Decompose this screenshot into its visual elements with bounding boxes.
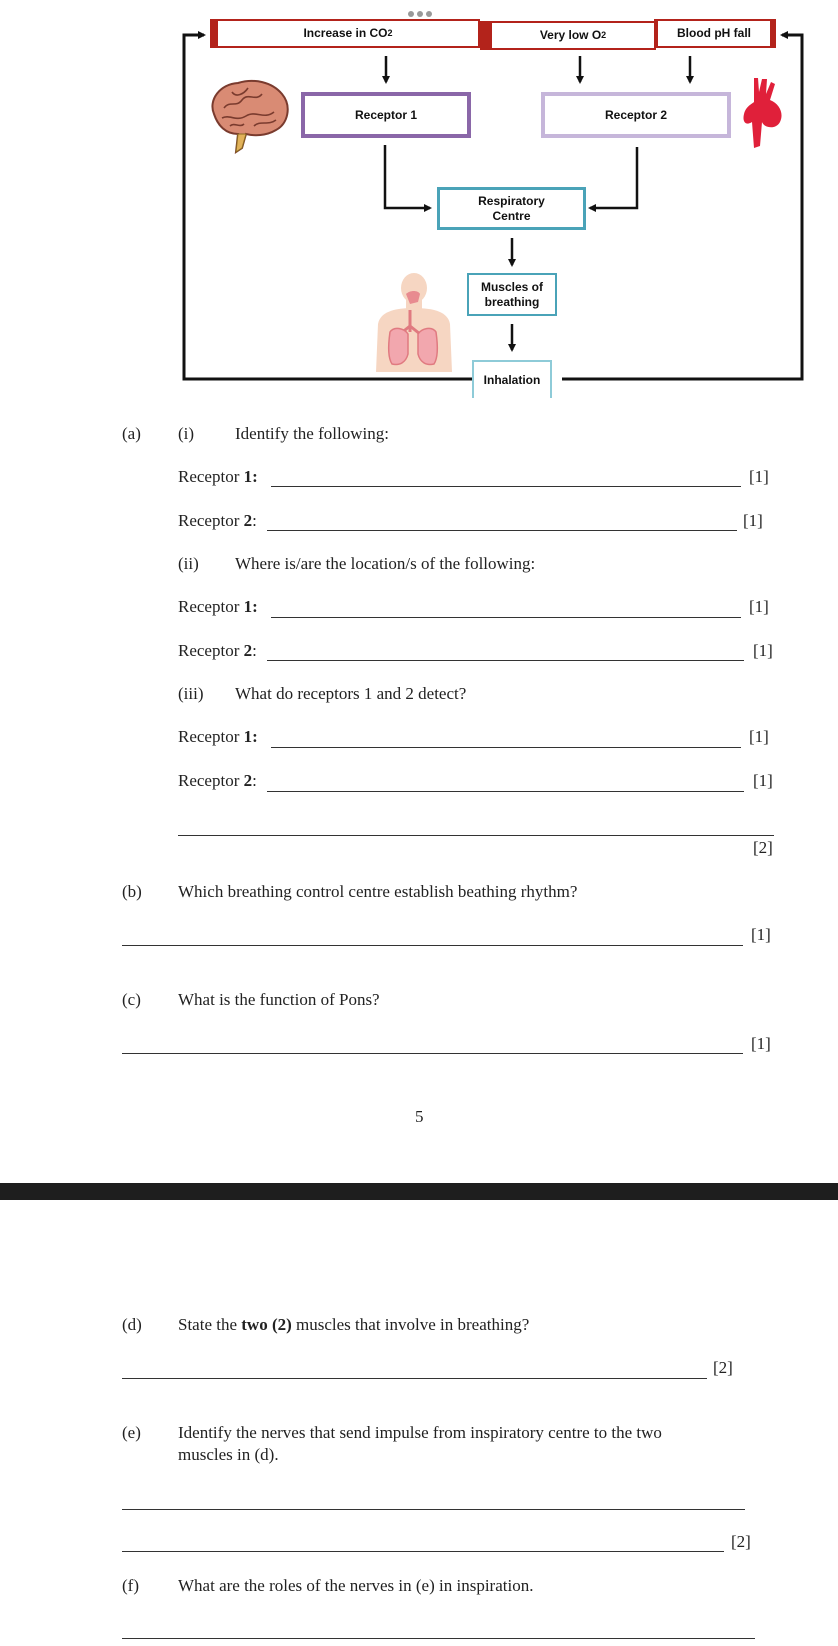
lungs-torso-icon: [370, 272, 454, 372]
answer-line[interactable]: [271, 617, 741, 618]
colon: :: [252, 771, 257, 790]
answer-line[interactable]: [122, 1509, 745, 1510]
a-i-receptor-2-label: [178, 511, 257, 531]
receptor-word: Receptor: [178, 467, 244, 486]
receptor-number: 2: [243, 771, 253, 790]
answer-line[interactable]: [267, 791, 744, 792]
marks: [1]: [753, 641, 773, 660]
marks: [2]: [753, 838, 773, 857]
receptor-word: Receptor: [178, 641, 244, 660]
a-ii-receptor-1-label: [178, 597, 258, 617]
q-d-label: (d): [122, 1315, 142, 1334]
q-e-text-line1: Identify the nerves that send impulse from inspiratory centre to the two: [178, 1423, 662, 1442]
answer-line[interactable]: [122, 1551, 724, 1552]
q-b-label: (b): [122, 882, 142, 901]
inhalation-box: [472, 360, 552, 398]
q-d-text-pre: State the: [178, 1315, 242, 1334]
q-a-iii-number: (iii): [178, 684, 204, 703]
marks: [1]: [749, 727, 769, 746]
marks: [1]: [751, 925, 771, 944]
receptor-word: Receptor: [178, 771, 244, 790]
answer-line[interactable]: [178, 835, 774, 836]
receptor-word: Receptor: [178, 727, 244, 746]
marks: [2]: [713, 1358, 733, 1377]
q-c-text: What is the function of Pons?: [178, 990, 380, 1009]
answer-line[interactable]: [122, 1638, 755, 1639]
q-a-ii-text: Where is/are the location/s of the following:: [235, 554, 536, 573]
receptor-number: 1:: [243, 467, 258, 486]
q-a-ii-number: (ii): [178, 554, 199, 573]
marks: [1]: [749, 467, 769, 486]
marks: [1]: [753, 771, 773, 790]
stimulus-ph-label: Blood pH fall: [677, 26, 751, 41]
receptor-word: Receptor: [178, 511, 244, 530]
receptor-number: 2: [243, 511, 253, 530]
receptor-2-box: [541, 92, 731, 138]
respiratory-centre-line2: Centre: [492, 208, 531, 223]
q-f-label: (f): [122, 1576, 139, 1595]
q-e-label: (e): [122, 1423, 141, 1442]
co2-subscript: 2: [387, 28, 393, 39]
q-d-text-post: muscles that involve in breathing?: [291, 1315, 530, 1334]
answer-line[interactable]: [122, 945, 743, 946]
q-a-label: (a): [122, 424, 141, 443]
answer-line[interactable]: [122, 1053, 743, 1054]
muscles-line1: Muscles of: [480, 280, 543, 295]
respiratory-centre-box: [437, 187, 586, 230]
answer-line[interactable]: [271, 486, 741, 487]
q-a-i-number: (i): [178, 424, 195, 443]
arrow-receptor1-centre: [385, 145, 430, 208]
dot: [417, 11, 423, 17]
a-i-receptor-1-label: [178, 467, 258, 487]
marks: [1]: [749, 597, 769, 616]
stimulus-o2: [480, 21, 656, 50]
answer-line[interactable]: [122, 1378, 707, 1379]
receptor-number: 2: [243, 641, 253, 660]
respiratory-centre-line1: Respiratory: [478, 194, 545, 209]
brain-icon: [206, 78, 292, 154]
page-divider-band: [0, 1183, 838, 1200]
receptor-1-label: Receptor 1: [354, 107, 418, 122]
heart-aorta-icon: [740, 76, 786, 152]
dot: [426, 11, 432, 17]
answer-line[interactable]: [271, 747, 741, 748]
q-b-text: Which breathing control centre establish beathing rhythm?: [178, 882, 578, 901]
stimulus-o2-label: Very low O: [539, 28, 602, 43]
q-e-text-line2: muscles in (d).: [178, 1445, 279, 1464]
receptor-number: 1:: [243, 727, 258, 746]
stimulus-co2-label: Increase in CO: [303, 26, 388, 41]
marks: [1]: [743, 511, 763, 530]
q-f-text: What are the roles of the nerves in (e) in inspiration.: [178, 1576, 534, 1595]
dot: [408, 11, 414, 17]
receptor-1-box: [301, 92, 471, 138]
q-d-text: [178, 1315, 529, 1335]
receptor-number: 1:: [243, 597, 258, 616]
a-ii-receptor-2-label: [178, 641, 257, 661]
a-iii-receptor-2-label: [178, 771, 257, 791]
page-number: 5: [415, 1107, 424, 1126]
stimulus-ph: [654, 19, 776, 48]
marks: [1]: [751, 1034, 771, 1053]
muscles-line2: breathing: [484, 294, 540, 309]
arrow-receptor2-centre: [590, 147, 637, 208]
q-a-i-text: Identify the following:: [235, 424, 389, 443]
q-d-text-bold: two (2): [241, 1315, 292, 1334]
colon: :: [252, 511, 257, 530]
o2-subscript: 2: [601, 30, 607, 41]
a-iii-receptor-1-label: [178, 727, 258, 747]
stimulus-co2: [210, 19, 480, 48]
q-c-label: (c): [122, 990, 141, 1009]
answer-line[interactable]: [267, 530, 737, 531]
marks: [2]: [731, 1532, 751, 1551]
receptor-2-label: Receptor 2: [604, 107, 668, 122]
receptor-word: Receptor: [178, 597, 244, 616]
q-a-iii-text: What do receptors 1 and 2 detect?: [235, 684, 467, 703]
answer-line[interactable]: [267, 660, 744, 661]
muscles-box: [467, 273, 557, 316]
colon: :: [252, 641, 257, 660]
inhalation-label: Inhalation: [483, 372, 541, 387]
